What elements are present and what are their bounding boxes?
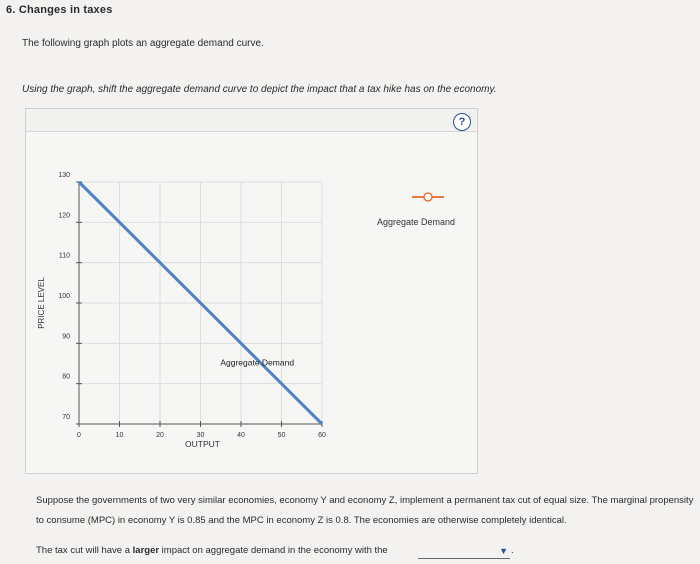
answer-prefix: The tax cut will have a: [36, 545, 133, 556]
question-title: 6. Changes in taxes: [6, 4, 113, 16]
ad-chart[interactable]: [26, 109, 477, 473]
x-tick-label: 10: [115, 432, 124, 439]
answer-bold: larger: [132, 545, 160, 556]
instruction-text: Using the graph, shift the aggregate demand curve to depict the impact that a tax hike has on the economy.: [22, 84, 497, 95]
y-tick-label: 130: [58, 172, 70, 179]
intro-text: The following graph plots an aggregate demand curve.: [22, 38, 264, 49]
graph-panel: [25, 108, 478, 474]
economy-dropdown[interactable]: [418, 546, 510, 559]
x-axis-label: OUTPUT: [185, 439, 220, 449]
y-tick-label: 100: [58, 293, 70, 300]
x-tick-label: 40: [237, 432, 245, 439]
y-tick-label: 70: [62, 414, 70, 421]
aggregate-demand-tool-label: Aggregate Demand: [376, 217, 456, 227]
answer-suffix: impact on aggregate demand in the economy with the: [159, 545, 388, 556]
answer-end: .: [511, 545, 514, 556]
x-tick-label: 30: [196, 432, 205, 439]
y-tick-label: 80: [62, 373, 70, 381]
help-icon[interactable]: ?: [453, 113, 471, 131]
y-tick-label: 120: [58, 212, 70, 220]
x-tick-label: 50: [277, 432, 286, 439]
curve-label: Aggregate Demand: [220, 357, 295, 368]
answer-sentence: [36, 545, 388, 556]
y-tick-label: 90: [62, 333, 70, 341]
x-tick-label: 20: [156, 432, 164, 439]
x-tick-label: 0: [77, 432, 81, 439]
x-tick-label: 60: [318, 432, 326, 439]
y-tick-label: 110: [58, 252, 70, 260]
y-axis-label: PRICE LEVEL: [37, 277, 46, 329]
followup-paragraph: Suppose the governments of two very similar economies, economy Y and economy Z, implement a permanent tax cut of equal size. The marginal propensity to consume (MPC) in economy Y is 0.85 and the MPC in economy Z is 0.8. The economies are otherwise completely identical.: [36, 495, 694, 526]
chevron-down-icon: ▼: [499, 546, 508, 556]
